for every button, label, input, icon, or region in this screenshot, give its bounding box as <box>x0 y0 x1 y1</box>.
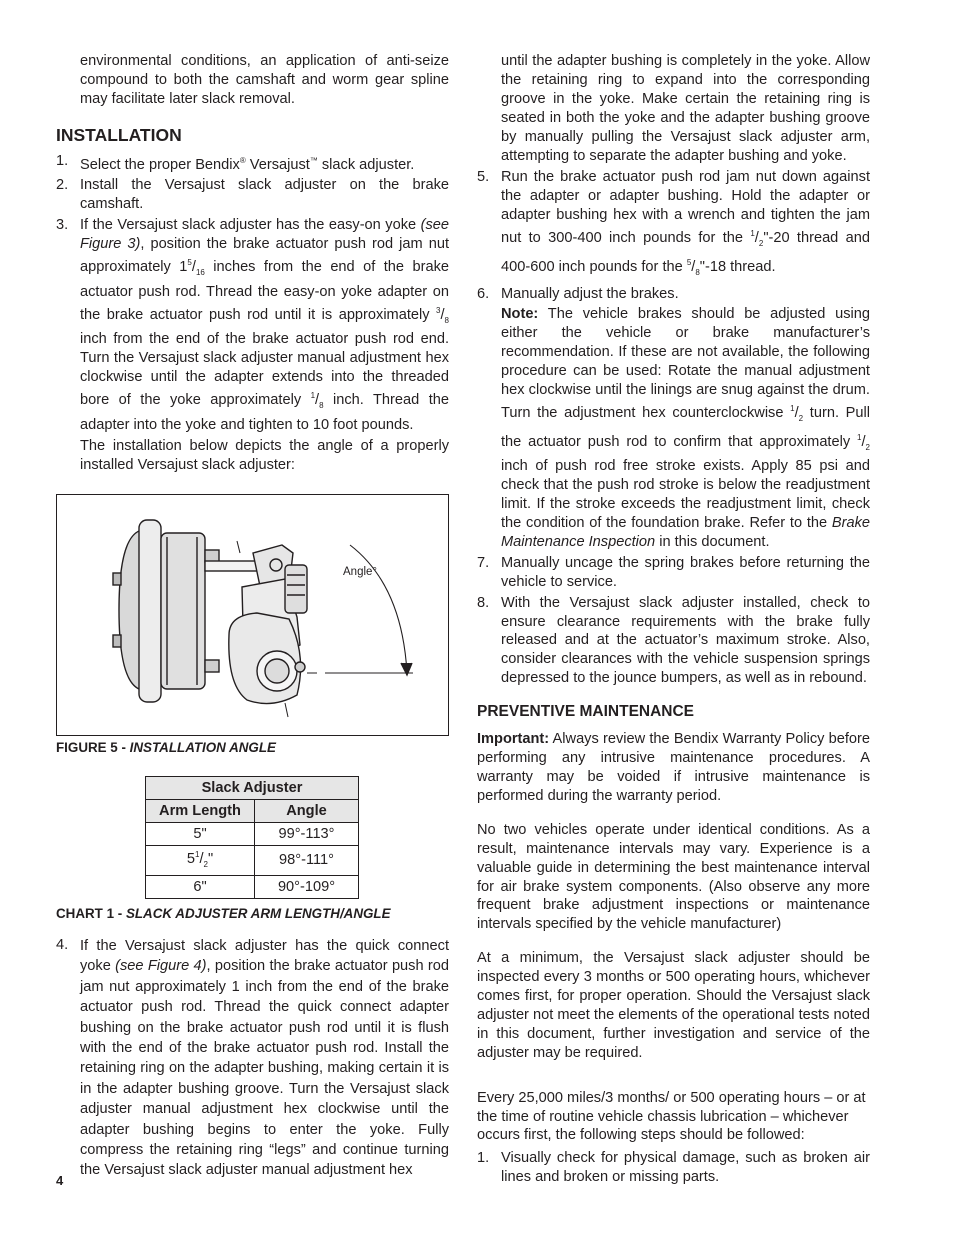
install-step-6 <box>477 285 870 552</box>
slack-adjuster-illustration <box>57 495 448 733</box>
angle-cell: 99°-113° <box>255 823 359 846</box>
routine-paragraph: Every 25,000 miles/3 months/ or 500 operating hours – or at the time of routine vehicle chassis lubrication – whichever occurs first, the following steps should be followed: <box>477 1089 866 1144</box>
angle-cell: 98°-111° <box>255 846 359 876</box>
important-paragraph: Important: Always review the Bendix Warranty Policy before performing any intrusive maintenance procedures. A warranty may be voided if intrusive maintenance is performed during the warranty period. <box>477 731 870 804</box>
step-number: 8. <box>477 594 490 611</box>
install-step-1: 1. Select the proper Bendix® Versajust™ slack adjuster. <box>56 152 415 173</box>
slack-adjuster-table <box>145 776 359 899</box>
step-number: 6. <box>477 285 490 302</box>
step-number: 1. <box>56 152 69 169</box>
step-text: Visually check for physical damage, such as broken air lines and broken or missing parts. <box>501 1150 870 1186</box>
angle-label: Angle° <box>343 566 378 579</box>
angle-intro: The installation below depicts the angle of a properly installed Versajust slack adjuster: <box>80 437 449 473</box>
step-number: 1. <box>477 1150 490 1167</box>
table-row <box>146 876 359 899</box>
step-text: Run the brake actuator push rod jam nut down against the adapter or adapter bushing. Hold the adapter or adapter bushing hex with a wrench and tighten the jam nut to 300-400 inch pounds for the $^1/_2"-20$ thread and 400-600 inch pounds for the $^5/_8"-18$ thread. <box>501 169 870 277</box>
figure-installation-angle <box>56 494 449 736</box>
intro-paragraph: environmental conditions, an application of anti-seize compound to both the camshaft and worm gear spline may facilitate later slack removal. <box>80 53 449 107</box>
left-column <box>56 52 449 1183</box>
table-header: Angle <box>255 800 359 823</box>
install-step-2 <box>56 176 449 214</box>
installation-heading: INSTALLATION <box>56 124 182 145</box>
step-text: Install the Versajust slack adjuster on the brake camshaft. <box>80 177 449 213</box>
install-step-5 <box>477 168 870 282</box>
arm-length-cell: $5^1/_2$" <box>146 846 255 876</box>
angle-cell: 90°-109° <box>255 876 359 899</box>
step-text: Manually adjust the brakes. <box>501 285 679 302</box>
install-step-3 <box>56 216 449 474</box>
install-step-8 <box>477 594 870 689</box>
note-paragraph: Note: The vehicle brakes should be adjusted using either the vehicle or brake manufacturer’s recommendation. If these are not available, the following procedure can be used: Rotate the manual adjustment hex clockwise until the linings are snug against the drum. Turn the adjustment hex counterclockwise $^1/_2$ turn. Pull the actuator push rod to confirm that approximately $^1/_2$ inch of push rod free stroke exists. Apply 85 psi and check that the push rod stroke is below the readjustment limit. If the stroke exceeds the readjustment limit, check the condition of the foundation brake. Refer to the Brake Maintenance Inspection in this document. <box>501 306 871 550</box>
step-text: With the Versajust slack adjuster installed, check to ensure clearance requirements with the brake fully released and at the actuator’s maximum stroke. Also, consider clearances with the vehicle suspension springs depressed to the jounce bumpers, as well as in rebound. <box>501 594 870 687</box>
step-text: If the Versajust slack adjuster has the easy-on yoke (see Figure 3), position the brake actuator push rod jam nut approximately $1^5/_{16}$ inches from the end of the brake actuator push rod. Thread the easy-on yoke adapter on the brake actuator push rod until it is approximately $^3/_8$ inch from the end of the brake actuator push rod end. Turn the Versajust slack adjuster manual adjustment hex clockwise until the adapter extends into the threaded bore of the yoke approximately $^1/_8$ inch. Thread the adapter into the yoke and tighten to 10 foot pounds. <box>80 217 449 433</box>
pm-step-1 <box>477 1149 870 1187</box>
table-header: Arm Length <box>146 800 255 823</box>
table-title: Slack Adjuster <box>146 777 359 800</box>
step-number: 5. <box>477 169 490 186</box>
preventive-maintenance-heading: PREVENTIVE MAINTENANCE <box>477 703 695 721</box>
install-step-7 <box>477 554 870 592</box>
intervals-paragraph: No two vehicles operate under identical conditions. As a result, maintenance intervals may vary. Experience is a valuable guide in determining the best maintenance interval for air brake system components. (Also observe any more frequent brake adjustment inspections or maintenance intervals specified by the vehicle manufacturer) <box>477 821 870 933</box>
figure-caption: FIGURE 5 - INSTALLATION ANGLE <box>56 740 276 756</box>
step-number: 2. <box>56 177 69 194</box>
step-text: Manually uncage the spring brakes before returning the vehicle to service. <box>501 554 870 590</box>
step-4-continued: until the adapter bushing is completely in the yoke. Allow the retaining ring to expand into the corresponding groove in the yoke. Make certain the retaining ring is seated in both the yoke and the adapter bushing groove by manually pulling the Versajust slack adjuster arm, attempting to separate the adapter bushing and yoke. <box>501 53 870 164</box>
step-number: 4. <box>56 936 69 953</box>
table-row <box>146 823 359 846</box>
table-row <box>146 846 359 876</box>
install-step-4 <box>56 936 449 1181</box>
step-number: 7. <box>477 554 490 571</box>
step-number: 3. <box>56 217 69 234</box>
chart-caption: CHART 1 - SLACK ADJUSTER ARM LENGTH/ANGLE <box>56 906 391 922</box>
page-number: 4 <box>56 1173 64 1188</box>
inspection-paragraph: At a minimum, the Versajust slack adjuster should be inspected every 3 months or 500 operating hours, whichever comes first, for proper operation. Should the Versajust slack adjuster not meet the elements of the operational tests noted in this document, further investigation and service of the adjuster may be required. <box>477 950 870 1061</box>
step-text: If the Versajust slack adjuster has the quick connect yoke (see Figure 4), position the brake actuator push rod jam nut approximately 1 inch from the end of the brake actuator push rod. Thread the quick connect adapter bushing on the brake actuator push rod until it is flush with the end of the brake actuator push rod. Install the retaining ring on the adapter bushing, making certain it is in the adapter bushing groove. Turn the Versajust slack adjuster manual adjustment hex clockwise until the adapter bushing begins to enter the yoke. Fully compress the retaining ring “legs” and continue turning the Versajust slack adjuster manual adjustment hex <box>80 937 449 1179</box>
arm-length-cell: 6" <box>146 876 255 899</box>
arm-length-cell: 5" <box>146 823 255 846</box>
right-column <box>477 52 870 1189</box>
